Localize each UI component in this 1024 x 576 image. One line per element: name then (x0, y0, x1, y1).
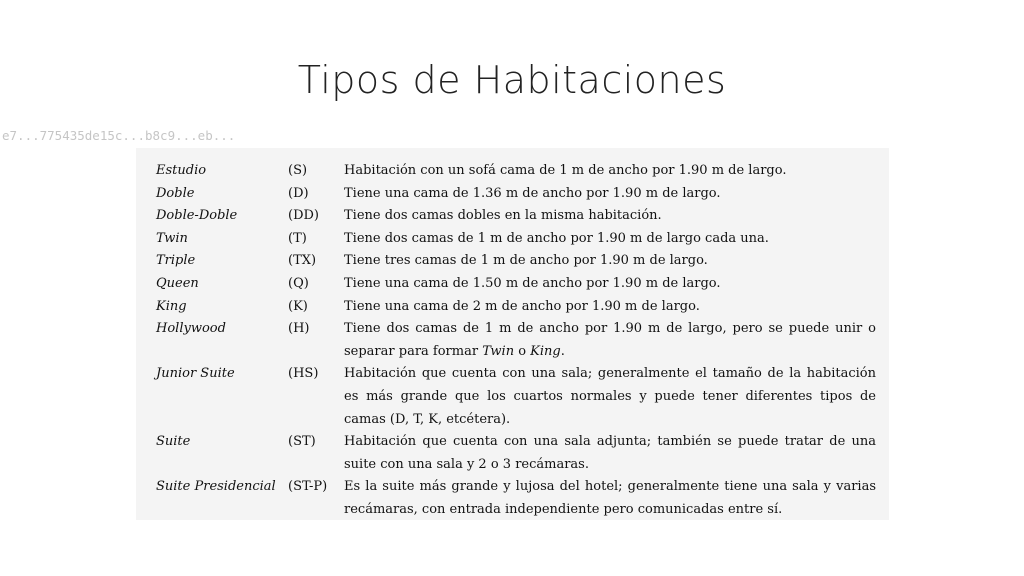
room-name: Estudio (156, 163, 207, 178)
room-code: (K) (288, 298, 308, 314)
room-description: Tiene tres camas de 1 m de ancho por 1.90 m de largo. (344, 253, 708, 269)
room-name: Hollywood (156, 321, 226, 337)
room-name: King (156, 298, 187, 314)
scanned-document-image (136, 148, 889, 520)
table-row (156, 273, 876, 296)
room-name: Doble-Doble (156, 208, 238, 224)
room-name: Twin (156, 230, 188, 246)
room-name: Suite (156, 434, 191, 450)
table-row (156, 296, 876, 319)
room-description: Tiene una cama de 1.50 m de ancho por 1.90 m de largo. (344, 275, 721, 291)
room-code: (S) (288, 163, 308, 178)
room-code: (Q) (288, 275, 309, 291)
room-type-reference: Twin (482, 343, 515, 359)
room-description-text: Tiene dos camas de 1 m de ancho por 1.90 m de largo, pero se puede unir o separar para formar (344, 321, 876, 359)
room-code: (T) (288, 230, 307, 246)
room-name: Queen (156, 275, 199, 291)
table-row (156, 318, 876, 363)
room-code: (TX) (288, 253, 317, 269)
room-code: (D) (288, 185, 309, 201)
room-types-table (156, 160, 876, 522)
room-description: Tiene dos camas de 1 m de ancho por 1.90 m de largo cada una. (344, 230, 769, 246)
room-description (344, 318, 876, 363)
room-description: Habitación con un sofá cama de 1 m de ancho por 1.90 m de largo. (344, 163, 787, 178)
slide-title: Tipos de Habitaciones (297, 58, 727, 102)
room-name: Doble (156, 185, 195, 201)
room-description-text: . (560, 343, 565, 359)
room-description: Habitación que cuenta con una sala; generalmente el tamaño de la habitación es más grande que los cuartos normales y puede tener diferentes tipos de camas (D, T, K, etcétera). (344, 366, 876, 427)
room-code: (DD) (288, 208, 319, 224)
table-row (156, 183, 876, 206)
room-type-reference: King (530, 343, 561, 359)
room-name: Triple (156, 253, 196, 269)
table-row (156, 160, 876, 183)
table-row (156, 205, 876, 228)
room-description: Es la suite más grande y lujosa del hotel; generalmente tiene una sala y varias recámaras, con entrada independiente pero comunicadas entre sí. (344, 479, 876, 517)
table-row (156, 476, 876, 521)
table-row (156, 363, 876, 431)
room-code: (ST-P) (288, 479, 328, 495)
room-code: (HS) (288, 366, 319, 382)
room-code: (ST) (288, 434, 316, 450)
table-row (156, 228, 876, 251)
room-description: Tiene una cama de 2 m de ancho por 1.90 m de largo. (344, 298, 700, 314)
watermark: e7...775435de15c...b8c9...eb... (2, 128, 236, 143)
room-description: Habitación que cuenta con una sala adjunta; también se puede tratar de una suite con una sala y 2 o 3 recámaras. (344, 434, 876, 472)
room-description-text: o (514, 343, 531, 359)
room-description: Tiene una cama de 1.36 m de ancho por 1.90 m de largo. (344, 185, 721, 201)
room-description: Tiene dos camas dobles en la misma habitación. (344, 208, 662, 224)
table-row (156, 431, 876, 476)
room-name: Suite Presidencial (156, 479, 276, 495)
room-name: Junior Suite (156, 366, 235, 382)
table-row (156, 250, 876, 273)
room-code: (H) (288, 321, 310, 337)
